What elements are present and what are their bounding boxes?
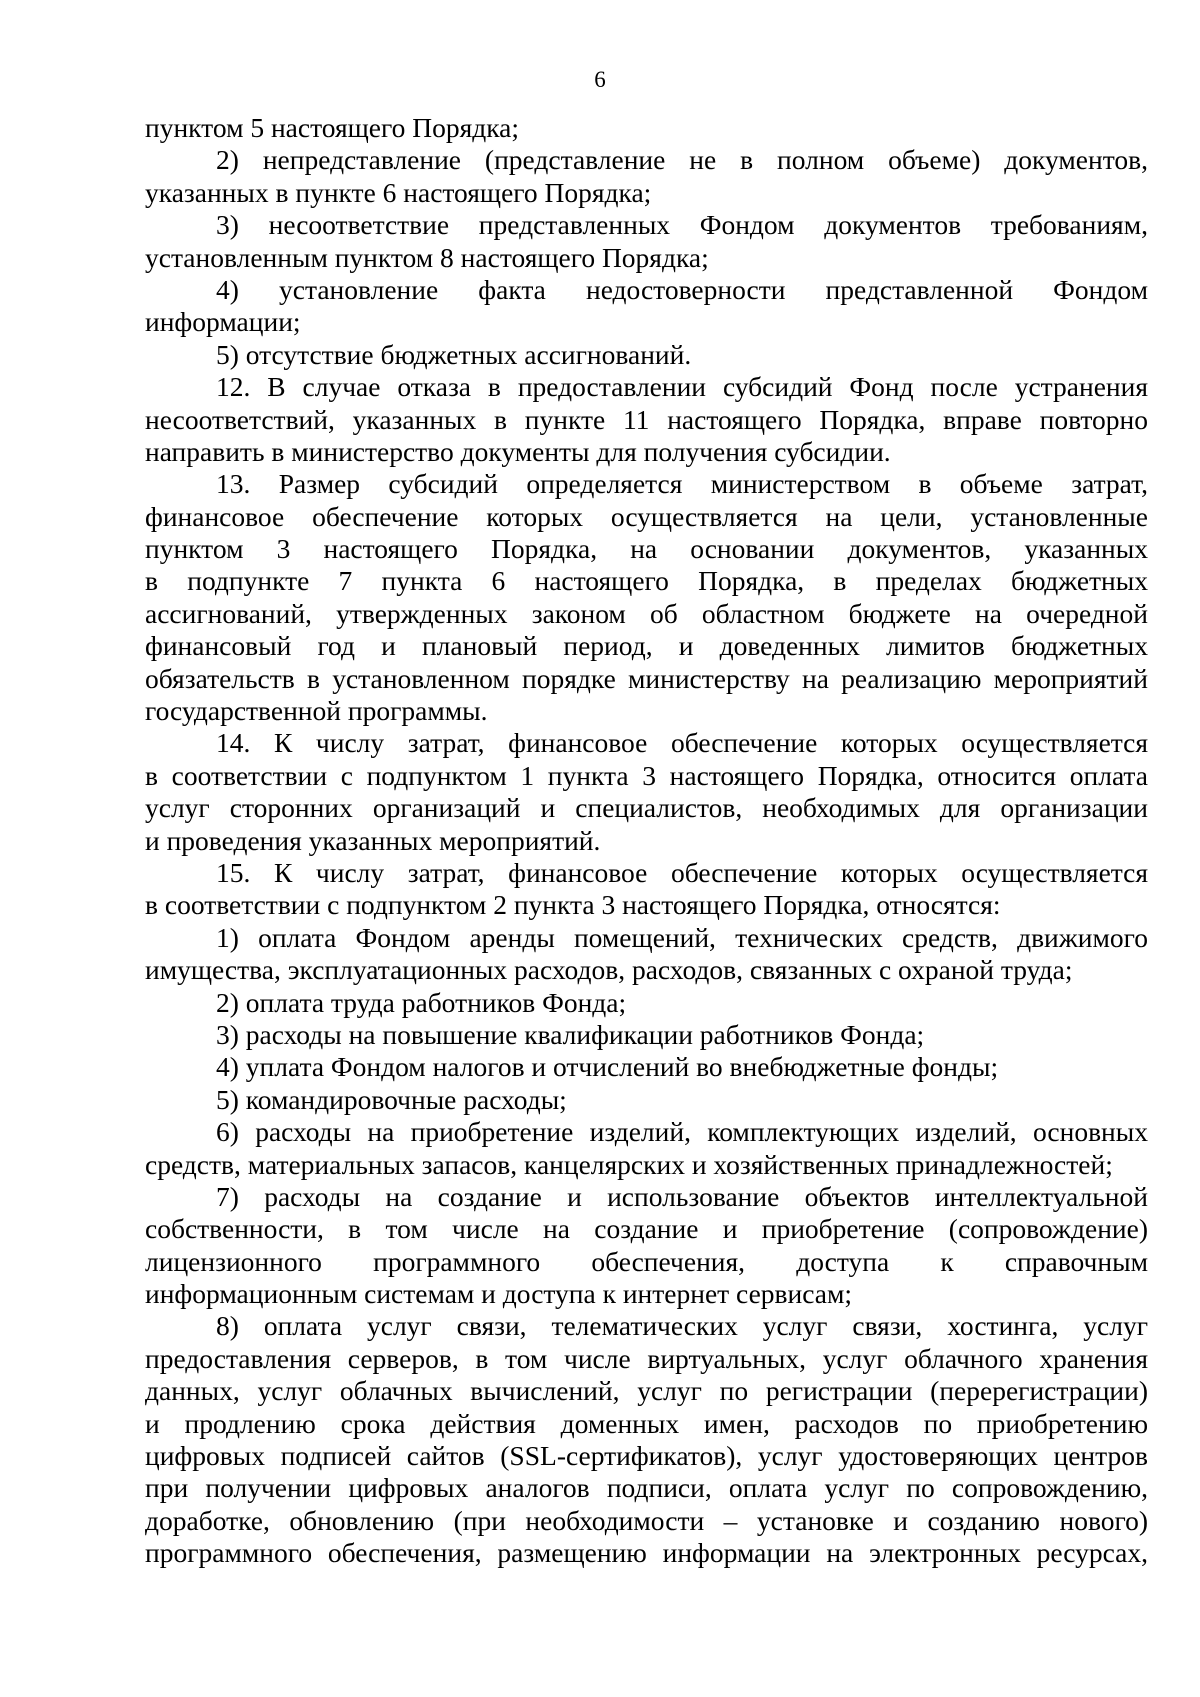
text-line: 14. К числу затрат, финансовое обеспечение которых осуществляется	[216, 727, 1148, 759]
text-line: услуг сторонних организаций и специалистов, необходимых для организации	[145, 792, 1148, 824]
text-line: 4) уплата Фондом налогов и отчислений во внебюджетные фонды;	[216, 1051, 999, 1083]
text-line: финансовый год и плановый период, и доведенных лимитов бюджетных	[145, 630, 1148, 662]
text-line: лицензионного программного обеспечения, доступа к справочным	[145, 1245, 1148, 1277]
text-line: 5) командировочные расходы;	[216, 1083, 567, 1115]
text-line: 4) установление факта недостоверности представленной Фондом	[216, 273, 1148, 305]
text-line: при получении цифровых аналогов подписи, оплата услуг по сопровождению,	[145, 1472, 1148, 1504]
text-line: 6) расходы на приобретение изделий, комплектующих изделий, основных	[216, 1116, 1148, 1148]
text-line: обязательств в установленном порядке министерству на реализацию мероприятий	[145, 662, 1148, 694]
text-line: в соответствии с подпунктом 2 пункта 3 настоящего Порядка, относятся:	[145, 889, 1001, 921]
text-line: 12. В случае отказа в предоставлении субсидий Фонд после устранения	[216, 371, 1148, 403]
page-number: 6	[594, 67, 606, 92]
text-line: 8) оплата услуг связи, телематических услуг связи, хостинга, услуг	[216, 1310, 1148, 1342]
text-line: собственности, в том числе на создание и приобретение (сопровождение)	[145, 1213, 1148, 1245]
text-line: 2) непредставление (представление не в полном объеме) документов,	[216, 144, 1148, 176]
text-line: данных, услуг облачных вычислений, услуг по регистрации (перерегистрации)	[145, 1375, 1148, 1407]
text-line: 3) несоответствие представленных Фондом документов требованиям,	[216, 209, 1148, 241]
text-line: указанных в пункте 6 настоящего Порядка;	[145, 176, 652, 208]
text-line: несоответствий, указанных в пункте 11 настоящего Порядка, вправе повторно	[145, 403, 1148, 435]
text-line: пунктом 5 настоящего Порядка;	[145, 112, 520, 143]
text-line: 2) оплата труда работников Фонда;	[216, 986, 627, 1018]
text-line: государственной программы.	[145, 695, 488, 727]
text-line: в подпункте 7 пункта 6 настоящего Порядка, в пределах бюджетных	[145, 565, 1148, 597]
text-line: 7) расходы на создание и использование объектов интеллектуальной	[216, 1180, 1148, 1212]
text-line: предоставления серверов, в том числе виртуальных, услуг облачного хранения	[145, 1342, 1148, 1374]
text-line: средств, материальных запасов, канцелярских и хозяйственных принадлежностей;	[145, 1148, 1113, 1180]
text-line: информационным системам и доступа к интернет сервисам;	[145, 1278, 853, 1310]
text-line: программного обеспечения, размещению информации на электронных ресурсах,	[145, 1537, 1148, 1569]
text-line: имущества, эксплуатационных расходов, расходов, связанных с охраной труда;	[145, 954, 1073, 986]
text-line: финансовое обеспечение которых осуществляется на цели, установленные	[145, 500, 1148, 532]
text-line: доработке, обновлению (при необходимости – установке и созданию нового)	[145, 1504, 1148, 1536]
text-line: и продлению срока действия доменных имен, расходов по приобретению	[145, 1407, 1148, 1439]
text-line: 13. Размер субсидий определяется министерством в объеме затрат,	[216, 468, 1148, 500]
text-line: цифровых подписей сайтов (SSL-сертификатов), услуг удостоверяющих центров	[145, 1440, 1148, 1472]
text-line: установленным пунктом 8 настоящего Порядка;	[145, 241, 709, 273]
text-line: пунктом 3 настоящего Порядка, на основании документов, указанных	[145, 533, 1148, 565]
text-line: в соответствии с подпунктом 1 пункта 3 настоящего Порядка, относится оплата	[145, 759, 1148, 791]
text-line: и проведения указанных мероприятий.	[145, 824, 601, 856]
document-body	[145, 112, 1148, 1570]
text-line: 5) отсутствие бюджетных ассигнований.	[216, 338, 692, 370]
text-line: ассигнований, утвержденных законом об областном бюджете на очередной	[145, 597, 1148, 629]
text-line: направить в министерство документы для получения субсидии.	[145, 435, 891, 467]
text-line: информации;	[145, 306, 301, 338]
text-line: 3) расходы на повышение квалификации работников Фонда;	[216, 1018, 925, 1050]
text-line: 1) оплата Фондом аренды помещений, технических средств, движимого	[216, 921, 1148, 953]
text-line: 15. К числу затрат, финансовое обеспечение которых осуществляется	[216, 856, 1148, 888]
